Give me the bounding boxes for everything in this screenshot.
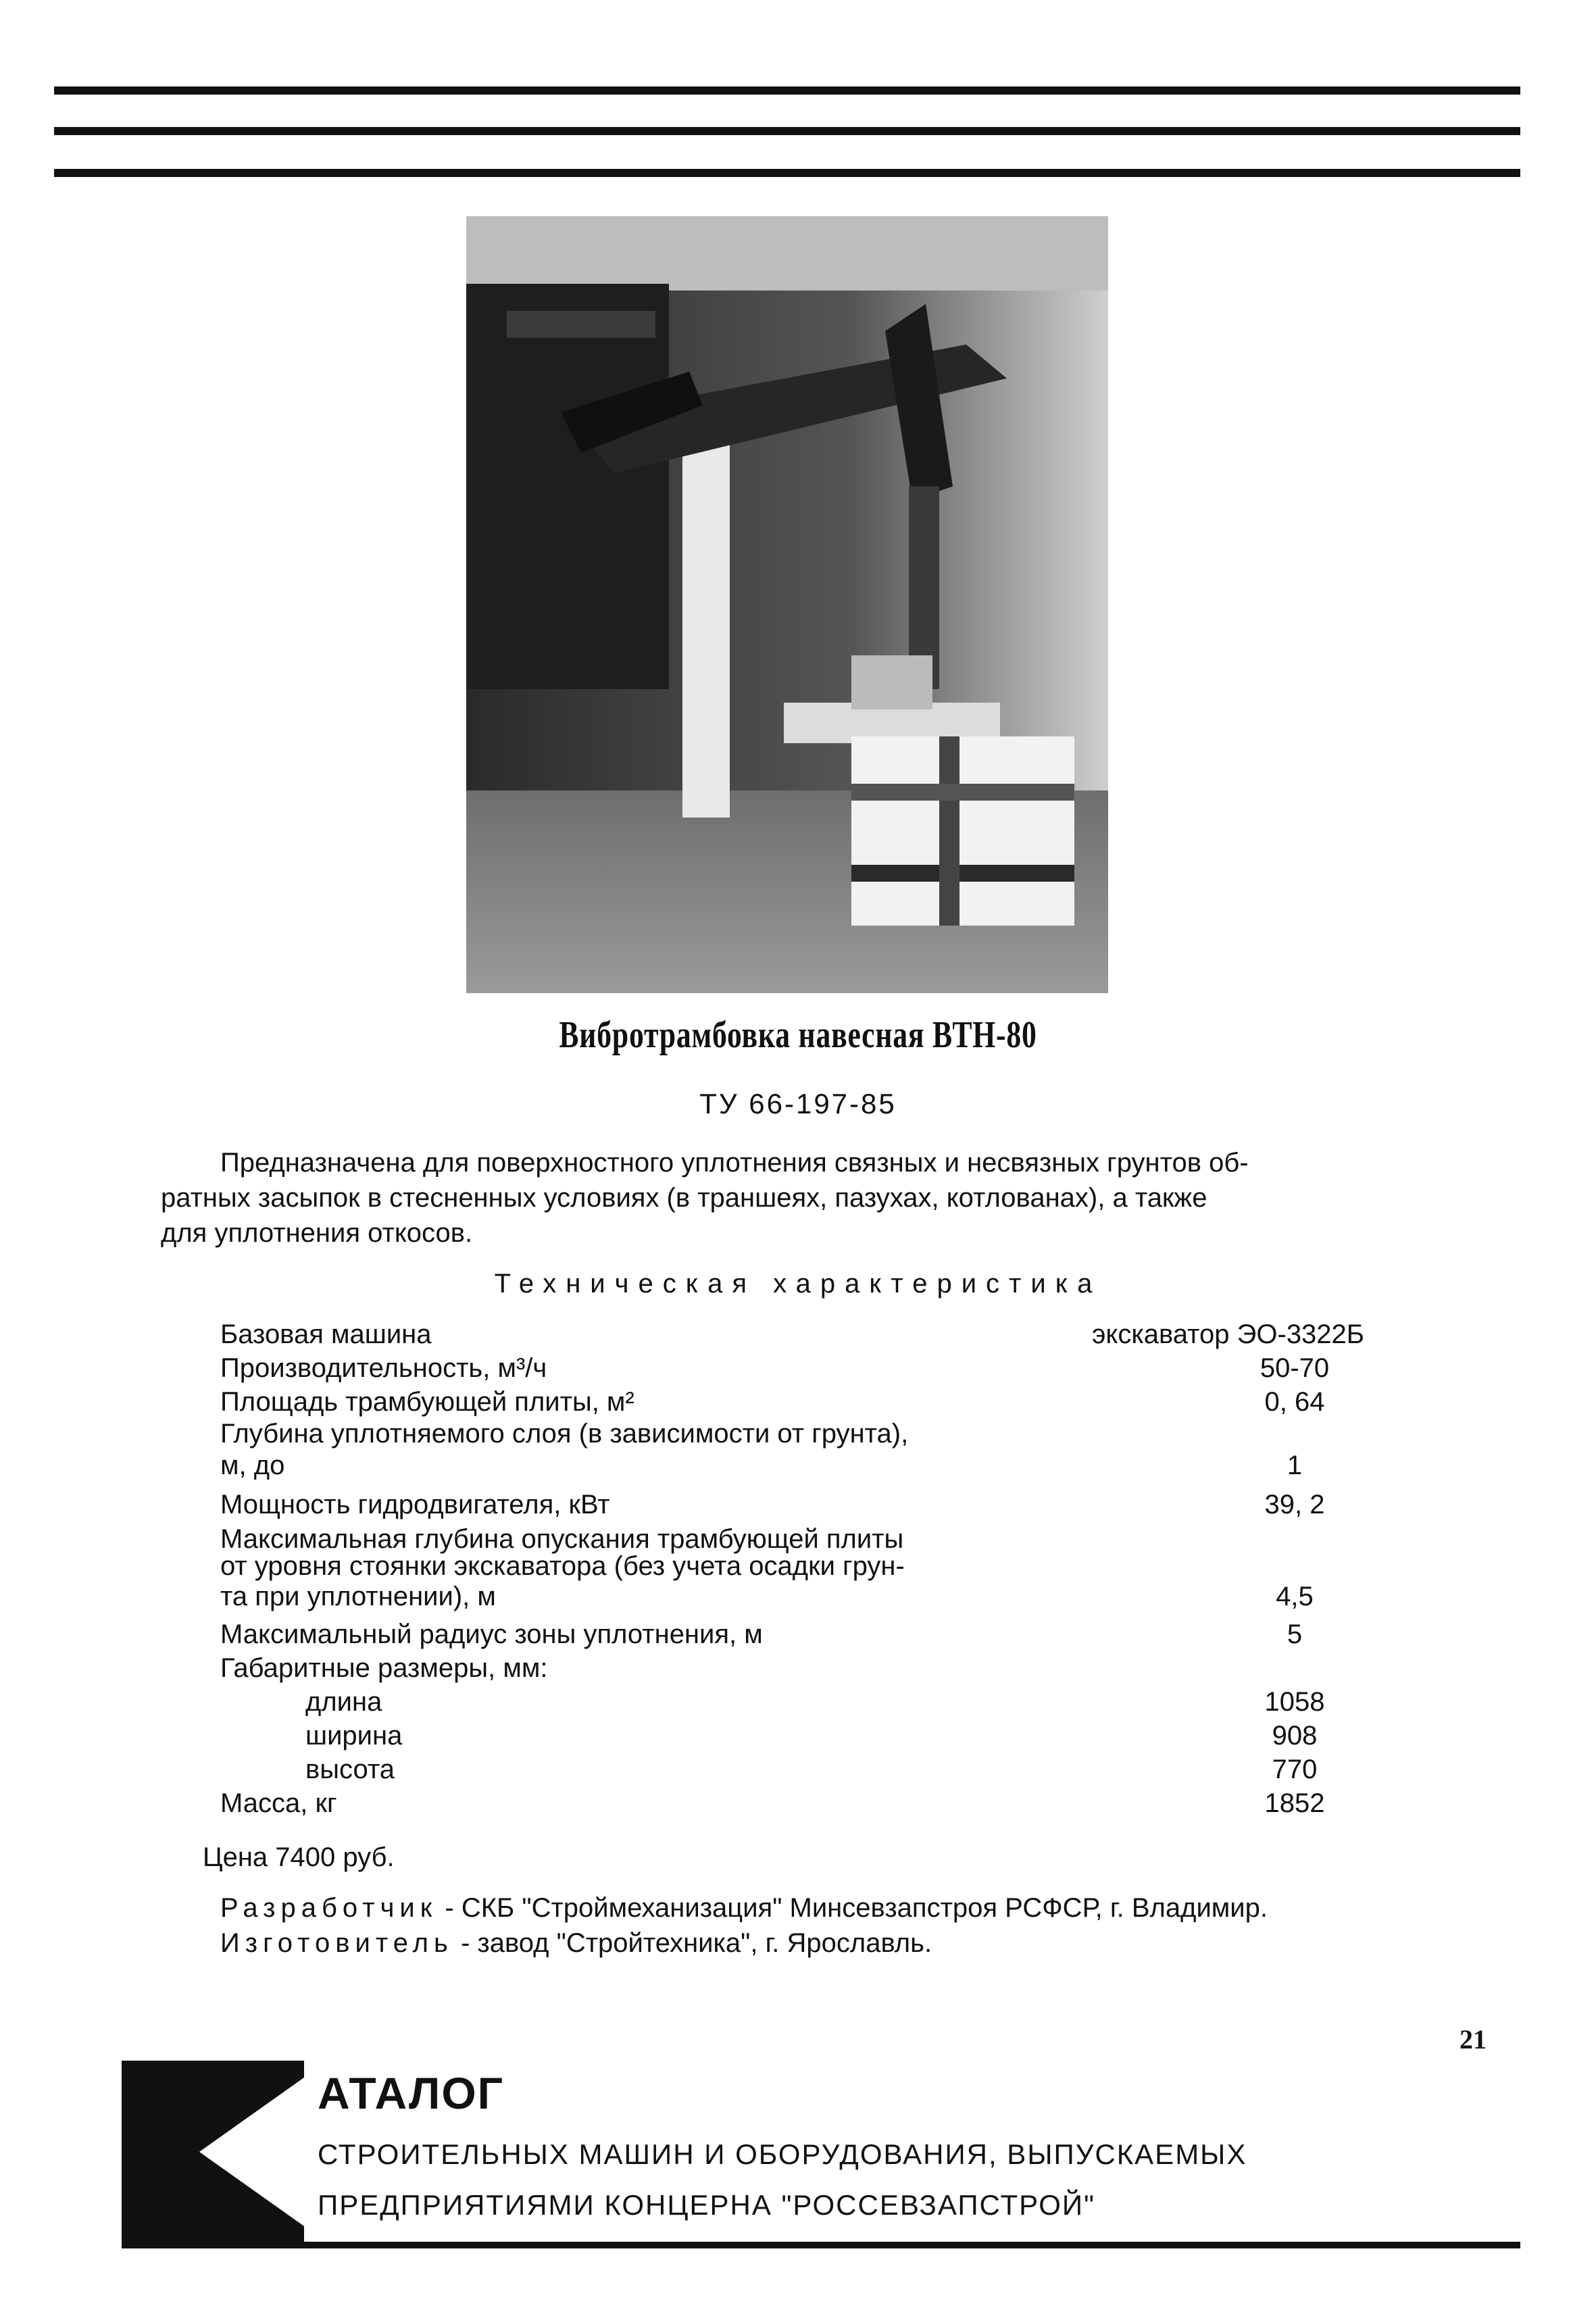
top-rule-1: [54, 86, 1520, 95]
spec-label: Производительность, м³/ч: [220, 1353, 553, 1383]
spec-value: 1: [1287, 1451, 1303, 1480]
spec-row: [220, 1719, 1470, 1753]
spec-label-line: Габаритные размеры, мм:: [220, 1653, 548, 1683]
rammer-stripe: [939, 736, 959, 926]
spec-label: Площадь трамбующей плиты, м²: [220, 1387, 641, 1417]
manufacturer-line: [220, 1927, 932, 1959]
spec-value: 1058: [1264, 1687, 1325, 1717]
rammer-bracket: [851, 655, 932, 709]
spec-row-continued: [220, 1419, 1470, 1449]
catalog-subtitle-2: ПРЕДПРИЯТИЯМИ КОНЦЕРНА "РОССЕВЗАПСТРОЙ": [318, 2189, 1096, 2221]
spec-label: та при уплотнении), м: [220, 1582, 503, 1611]
spec-label: Мощность гидродвигателя, кВт: [220, 1490, 617, 1519]
spec-value: 39, 2: [1264, 1490, 1325, 1519]
spec-label: ширина: [220, 1721, 409, 1751]
spec-row-continued: [220, 1553, 1470, 1580]
spec-label: длина: [220, 1687, 389, 1717]
catalog-k-logo: [122, 2061, 304, 2243]
product-title: Вибротрамбовка навесная ВТН-80: [559, 1014, 1037, 1056]
spec-row: [220, 1685, 1470, 1719]
product-photo: [466, 216, 1108, 993]
spec-label: Масса, кг: [220, 1788, 344, 1818]
catalog-subtitle-1: СТРОИТЕЛЬНЫХ МАШИН И ОБОРУДОВАНИЯ, ВЫПУСКАЕМЫХ: [318, 2138, 1247, 2170]
spec-row: [220, 1617, 1470, 1651]
spec-label: Базовая машина: [220, 1319, 439, 1349]
description-line-3: для уплотнения откосов.: [161, 1218, 473, 1248]
rammer-body: [851, 736, 1074, 926]
spec-label: высота: [220, 1755, 401, 1784]
support-post: [682, 439, 730, 818]
description-line-2: ратных засыпок в стесненных условиях (в траншеях, пазухах, котлованах), а также: [161, 1183, 1207, 1213]
spec-row: [220, 1786, 1470, 1820]
product-standard: ТУ 66-197-85: [699, 1088, 897, 1120]
spec-row: [220, 1385, 1470, 1419]
spec-value: 0, 64: [1264, 1387, 1325, 1417]
spec-heading: Техническая характеристика: [494, 1269, 1102, 1299]
spec-label: м, до: [220, 1451, 291, 1480]
cab-frame: [507, 311, 655, 338]
spec-row-continued: [220, 1651, 1470, 1685]
description-line-1: Предназначена для поверхностного уплотнения связных и несвязных грунтов об-: [220, 1148, 1249, 1178]
spec-row: [220, 1449, 1470, 1488]
spec-row: [220, 1580, 1470, 1617]
spec-label: Максимальный радиус зоны уплотнения, м: [220, 1619, 770, 1649]
product-description: [161, 1145, 1445, 1251]
spec-label-line: от уровня стоянки экскаватора (без учета осадки грун-: [220, 1551, 905, 1581]
top-rule-3: [54, 169, 1520, 177]
rammer-band: [851, 865, 1074, 882]
excavator-cab: [466, 284, 669, 689]
rammer-stripe-horizontal: [851, 784, 1074, 801]
manufacturer-text: - завод "Стройтехника", г. Ярославль.: [453, 1928, 932, 1958]
spec-value: 5: [1287, 1619, 1303, 1649]
photo-ceiling: [466, 216, 1108, 291]
bottom-rule: [122, 2242, 1520, 2248]
manufacturer-label: Изготовитель: [220, 1928, 453, 1958]
spec-value: 50-70: [1260, 1353, 1330, 1383]
spec-value: 4,5: [1276, 1582, 1314, 1611]
spec-label-line: Максимальная глубина опускания трамбующей плиты: [220, 1524, 904, 1554]
spec-label-line: Глубина уплотняемого слоя (в зависимости от грунта),: [220, 1419, 909, 1449]
spec-value: 770: [1272, 1755, 1318, 1784]
spec-table: [220, 1317, 1470, 1820]
spec-value: экскаватор ЭО-3322Б: [1092, 1319, 1365, 1349]
spec-row: [220, 1753, 1470, 1786]
page-number: 21: [1460, 2024, 1487, 2055]
spec-row: [220, 1488, 1470, 1526]
price: Цена 7400 руб.: [203, 1842, 395, 1872]
spec-row: [220, 1351, 1470, 1385]
spec-value: 908: [1272, 1721, 1318, 1751]
developer-line: [220, 1892, 1268, 1924]
catalog-title: АТАЛОГ: [318, 2068, 505, 2118]
developer-text: - СКБ "Строймеханизация" Минсевзапстроя РСФСР, г. Владимир.: [437, 1893, 1268, 1923]
developer-label: Разработчик: [220, 1893, 438, 1923]
spec-row: [220, 1317, 1470, 1351]
spec-value: 1852: [1264, 1788, 1325, 1818]
top-rule-2: [54, 127, 1520, 135]
spec-row-continued: [220, 1526, 1470, 1553]
